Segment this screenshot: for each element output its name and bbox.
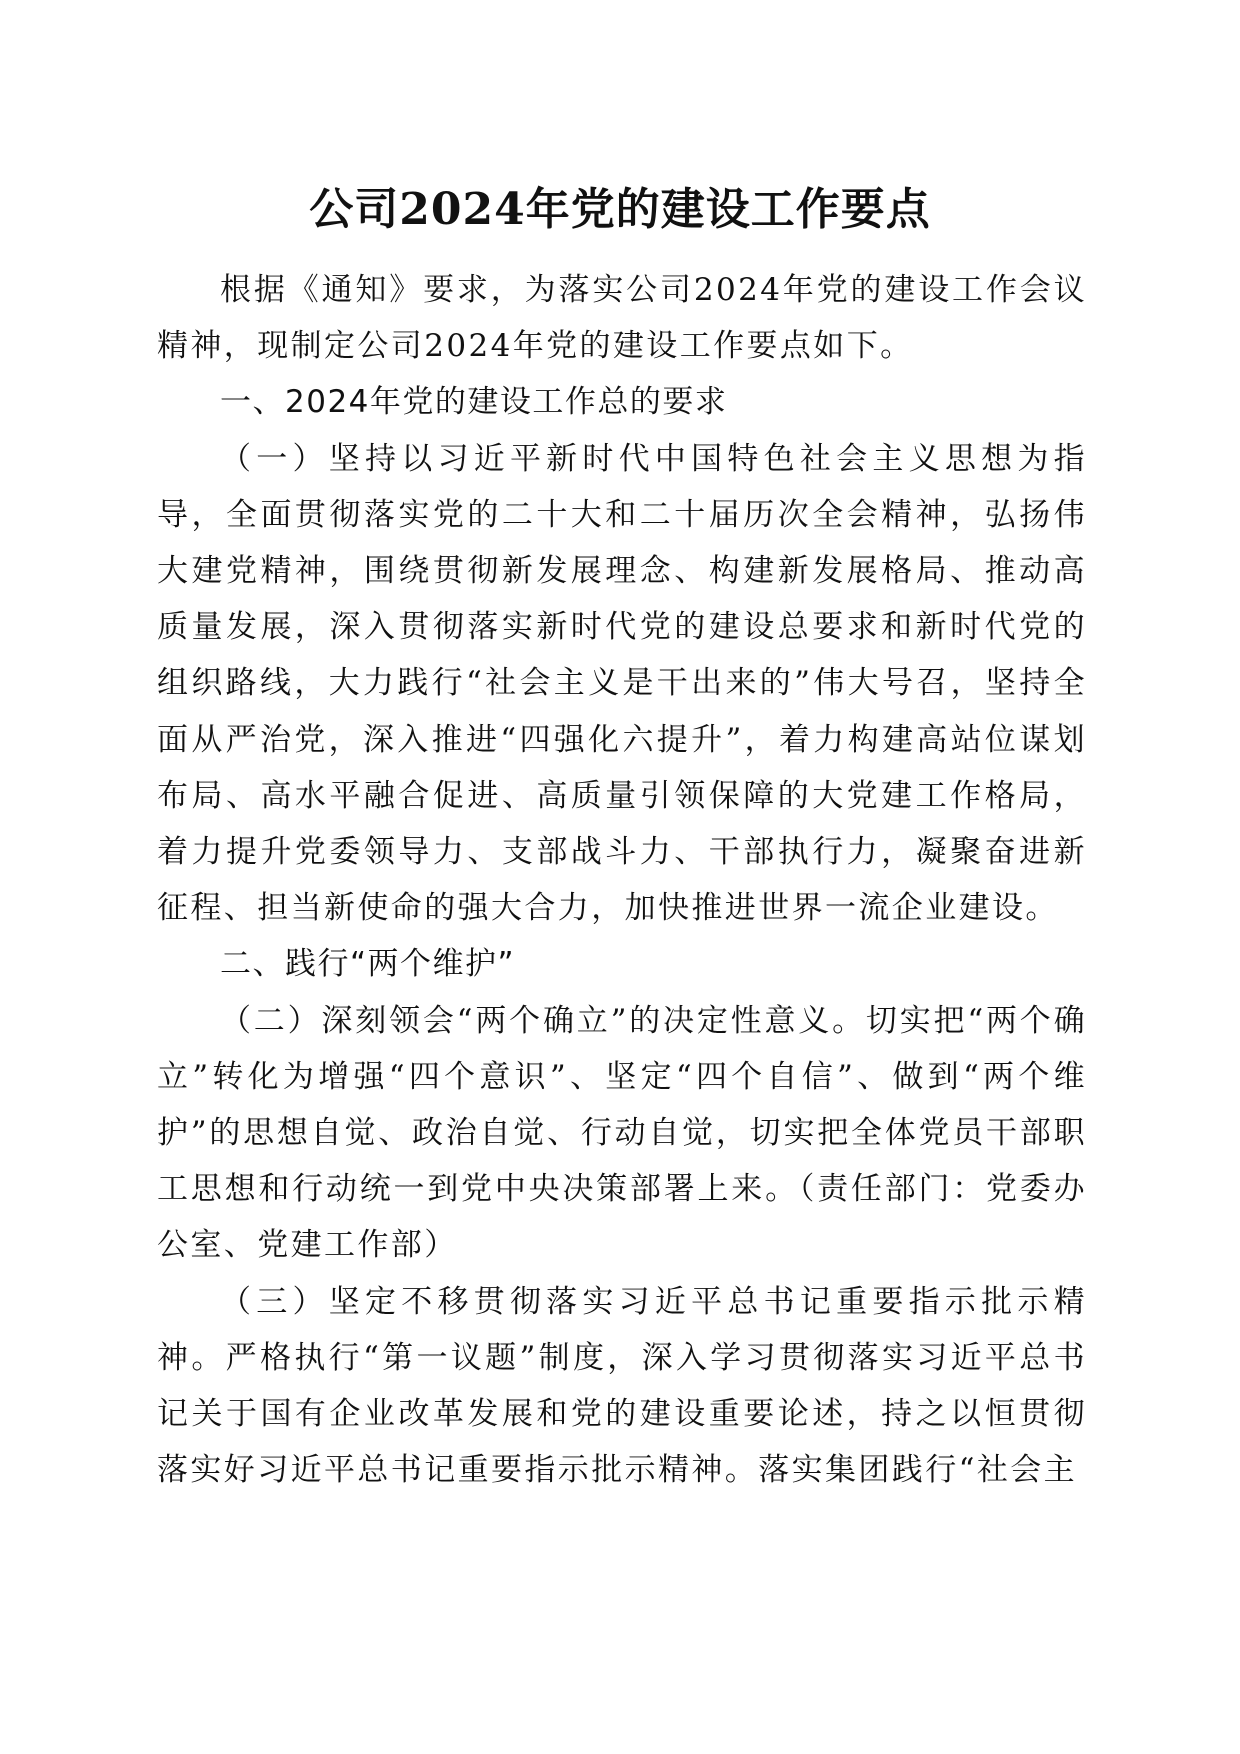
intro-paragraph: 根据《通知》要求，为落实公司2024年党的建设工作会议精神，现制定公司2024年党的建设工作要点如下。 <box>157 272 1087 365</box>
document-body <box>157 262 1087 1498</box>
document-title: 公司2024年党的建设工作要点 <box>309 184 931 235</box>
paragraph-item-1: （一）坚持以习近平新时代中国特色社会主义思想为指导，全面贯彻落实党的二十大和二十届历次全会精神，弘扬伟大建党精神，围绕贯彻新发展理念、构建新发展格局、推动高质量发展，深入贯彻落实新时代党的建设总要求和新时代党的组织路线，大力践行“社会主义是干出来的”伟大号召，坚持全面从严治党，深入推进“四强化六提升”，着力构建高站位谋划布局、高水平融合促进、高质量引领保障的大党建工作格局，着力提升党委领导力、支部战斗力、干部执行力，凝聚奋进新征程、担当新使命的强大合力，加快推进世界一流企业建设。 <box>157 440 1087 927</box>
paragraph-item-3: （三）坚定不移贯彻落实习近平总书记重要指示批示精神。严格执行“第一议题”制度，深入学习贯彻落实习近平总书记关于国有企业改革发展和党的建设重要论述，持之以恒贯彻落实好习近平总书记重要指示批示精神。落实集团践行“社会主 <box>157 1283 1087 1489</box>
section-heading-1: 一、2024年党的建设工作总的要求 <box>220 384 728 421</box>
section-heading-2: 二、践行“两个维护” <box>220 946 516 983</box>
paragraph-item-2: （二）深刻领会“两个确立”的决定性意义。切实把“两个确立”转化为增强“四个意识”、坚定“四个自信”、做到“两个维护”的思想自觉、政治自觉、行动自觉，切实把全体党员干部职工思想和行动统一到党中央决策部署上来。（责任部门：党委办公室、党建工作部） <box>157 1002 1087 1264</box>
